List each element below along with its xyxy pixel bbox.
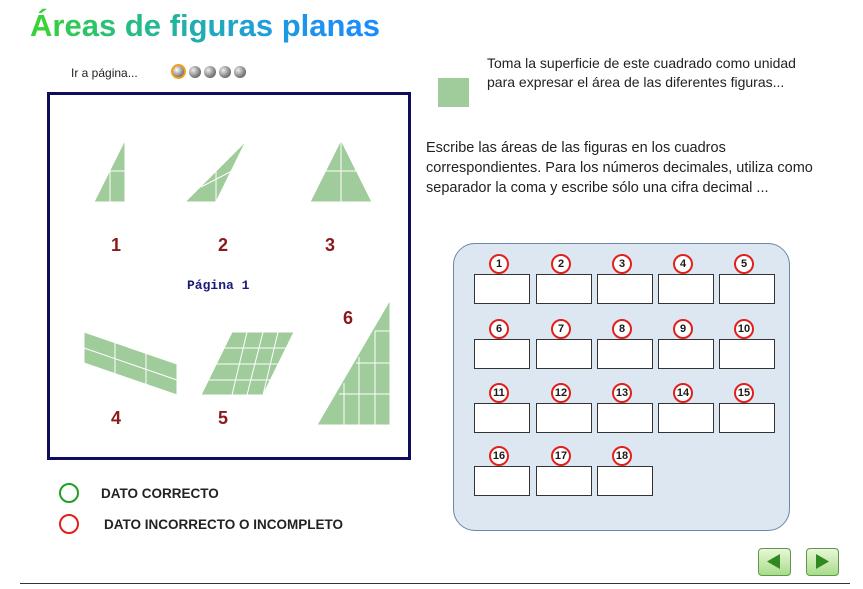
title-segment: l <box>300 8 310 43</box>
answer-badge-3: 3 <box>612 254 632 274</box>
answer-input-14[interactable] <box>658 403 714 433</box>
answer-cell-15 <box>719 387 775 429</box>
bottom-divider <box>20 583 850 584</box>
title-segment: e <box>64 8 82 43</box>
title-segment: p <box>281 8 301 43</box>
answer-cell-10 <box>719 323 775 365</box>
answer-badge-12: 12 <box>551 383 571 403</box>
title-segment: a <box>345 8 363 43</box>
answer-badge-17: 17 <box>551 446 571 466</box>
figure-label-4: 4 <box>111 408 122 428</box>
answer-badge-7: 7 <box>551 319 571 339</box>
answer-cell-12 <box>536 387 592 429</box>
page-title <box>30 8 380 44</box>
answer-cell-3 <box>597 258 653 300</box>
title-segment: s <box>255 8 274 43</box>
answer-input-2[interactable] <box>536 274 592 304</box>
answer-input-1[interactable] <box>474 274 530 304</box>
answer-badge-13: 13 <box>612 383 632 403</box>
answer-input-3[interactable] <box>597 274 653 304</box>
answer-input-16[interactable] <box>474 466 530 496</box>
title-segment: s <box>98 8 117 43</box>
figure-label-1: 1 <box>111 235 122 255</box>
page-4-dot[interactable] <box>219 66 231 78</box>
page-5-dot[interactable] <box>234 66 246 78</box>
title-segment: a <box>309 8 327 43</box>
title-segment: d <box>124 8 144 43</box>
answer-cell-8 <box>597 323 653 365</box>
title-segment: r <box>226 8 239 43</box>
title-segment <box>273 8 282 43</box>
answer-badge-5: 5 <box>734 254 754 274</box>
title-segment <box>116 8 125 43</box>
unit-square <box>438 78 469 107</box>
legend-incorrect-label: DATO INCORRECTO O INCOMPLETO <box>104 516 344 532</box>
answer-badge-14: 14 <box>673 383 693 403</box>
page-selector <box>171 66 246 79</box>
answer-input-5[interactable] <box>719 274 775 304</box>
title-segment: r <box>52 8 65 43</box>
figure-label-6: 6 <box>343 308 354 328</box>
answer-badge-18: 18 <box>612 446 632 466</box>
answer-badge-16: 16 <box>489 446 509 466</box>
legend-correct-label: DATO CORRECTO <box>101 485 219 501</box>
prev-page-button[interactable] <box>758 548 791 576</box>
answer-badge-11: 11 <box>489 383 509 403</box>
answer-badge-1: 1 <box>489 254 509 274</box>
figures-drawing <box>50 95 408 457</box>
answer-badge-15: 15 <box>734 383 754 403</box>
page-3-dot[interactable] <box>204 66 216 78</box>
unit-description: Toma la superficie de este cuadrado como unidad para expresar el área de las diferentes figuras... <box>487 55 796 90</box>
answer-cell-5 <box>719 258 775 300</box>
answer-cell-17 <box>536 450 592 492</box>
title-segment <box>161 8 170 43</box>
title-segment: f <box>169 8 180 43</box>
answer-badge-4: 4 <box>673 254 693 274</box>
legend-correct <box>59 483 219 503</box>
answer-cell-9 <box>658 323 714 365</box>
answer-input-12[interactable] <box>536 403 592 433</box>
title-segment: s <box>362 8 380 43</box>
answer-badge-2: 2 <box>551 254 571 274</box>
answer-cell-7 <box>536 323 592 365</box>
answer-cell-13 <box>597 387 653 429</box>
legend-incorrect <box>59 514 343 534</box>
figures-panel <box>47 92 411 460</box>
instructions: Escribe las áreas de las figuras en los cuadros correspondientes. Para los números decimales, utiliza como separador la coma y escribe sólo una cifra decimal ... <box>426 140 813 196</box>
arrow-right-icon <box>807 549 837 574</box>
title-segment: e <box>143 8 162 43</box>
page-2-dot[interactable] <box>189 66 201 78</box>
figure-label-3: 3 <box>325 235 336 255</box>
answer-cell-11 <box>474 387 530 429</box>
title-segment: Á <box>30 8 53 43</box>
answer-cell-6 <box>474 323 530 365</box>
answer-input-18[interactable] <box>597 466 653 496</box>
green-circle-icon <box>59 483 79 503</box>
figure-label-2: 2 <box>218 235 229 255</box>
title-segment: u <box>207 8 227 43</box>
answer-badge-8: 8 <box>612 319 632 339</box>
answer-badge-10: 10 <box>734 319 754 339</box>
answer-input-9[interactable] <box>658 339 714 369</box>
answer-input-6[interactable] <box>474 339 530 369</box>
next-page-button[interactable] <box>806 548 839 576</box>
answer-input-15[interactable] <box>719 403 775 433</box>
answer-cell-18 <box>597 450 653 492</box>
page-nav-label: Ir a página... <box>71 66 138 80</box>
answer-badge-9: 9 <box>673 319 693 339</box>
page-caption: Página 1 <box>187 278 250 293</box>
title-segment: a <box>81 8 99 43</box>
red-circle-icon <box>59 514 79 534</box>
title-segment: n <box>326 8 346 43</box>
title-segment: a <box>238 8 256 43</box>
answer-cell-16 <box>474 450 530 492</box>
answer-cell-4 <box>658 258 714 300</box>
title-segment: g <box>188 8 208 43</box>
answer-badge-6: 6 <box>489 319 509 339</box>
answer-cell-1 <box>474 258 530 300</box>
answer-input-11[interactable] <box>474 403 530 433</box>
arrow-left-icon <box>759 549 789 574</box>
title-segment: i <box>179 8 189 43</box>
answer-cell-14 <box>658 387 714 429</box>
answer-input-10[interactable] <box>719 339 775 369</box>
answer-cell-2 <box>536 258 592 300</box>
answer-input-4[interactable] <box>658 274 714 304</box>
answer-panel <box>453 243 790 531</box>
answer-input-7[interactable] <box>536 339 592 369</box>
answer-input-8[interactable] <box>597 339 653 369</box>
page-1-dot[interactable] <box>171 64 186 79</box>
answer-input-13[interactable] <box>597 403 653 433</box>
answer-input-17[interactable] <box>536 466 592 496</box>
figure-label-5: 5 <box>218 408 229 428</box>
